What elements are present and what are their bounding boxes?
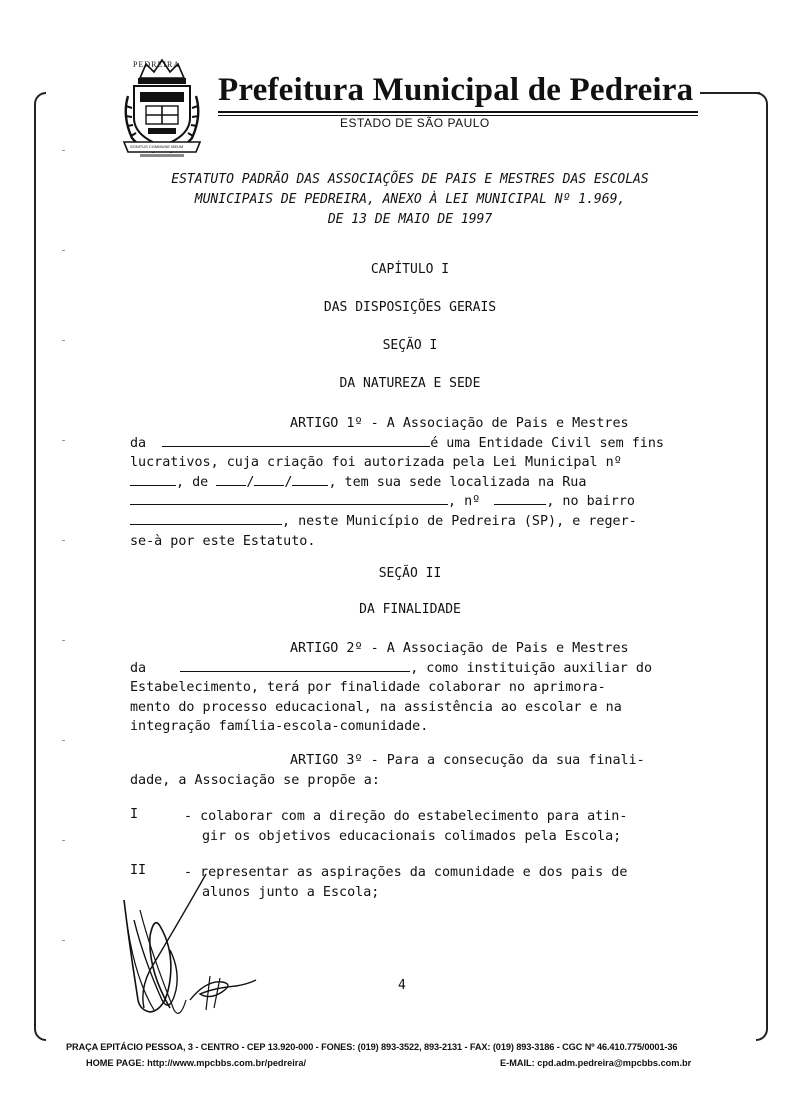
page-number: 4 xyxy=(398,978,406,993)
blank-field xyxy=(130,512,282,525)
article-1-text: , neste Município de Pedreira (SP), e reger- xyxy=(282,513,637,529)
list-item-line: alunos junto a Escola; xyxy=(202,884,380,900)
list-item-number: II xyxy=(130,863,147,878)
margin-mark xyxy=(62,840,65,841)
article-2-line xyxy=(130,659,710,679)
article-1-text: , tem sua sede localizada na Rua xyxy=(328,474,587,490)
blank-field xyxy=(254,473,284,486)
footer-homepage: HOME PAGE: http://www.mpcbbs.com.br/pedreira/ xyxy=(86,1058,307,1068)
chapter-title: DAS DISPOSIÇÕES GERAIS xyxy=(323,300,497,315)
article-1-line xyxy=(130,473,710,493)
title-rule xyxy=(218,111,698,113)
footer-address: PRAÇA EPITÁCIO PESSOA, 3 - CENTRO - CEP 13.920-000 - FONES: (019) 893-3522, 893-2131 - FAX: (019) 893-3186 - CGC Nº 46.410.775/0001-36 xyxy=(66,1042,678,1052)
article-2-line: ARTIGO 2º - A Associação de Pais e Mestres xyxy=(290,641,629,656)
article-1-line: lucrativos, cuja criação foi autorizada pela Lei Municipal nº xyxy=(130,455,622,471)
article-1-text: , nº xyxy=(448,494,481,510)
list-item-number: I xyxy=(130,807,139,822)
state-subtitle: ESTADO DE SÃO PAULO xyxy=(340,116,490,130)
section-heading: SEÇÃO II xyxy=(378,566,442,581)
seal-text-bottom: SONITUS COMMUNE MEUM xyxy=(130,144,184,149)
margin-mark xyxy=(62,540,65,541)
margin-mark xyxy=(62,440,65,441)
article-1-text: da xyxy=(130,435,147,451)
blank-field xyxy=(494,492,546,505)
margin-mark xyxy=(62,340,65,341)
article-1-text: / xyxy=(246,474,255,490)
article-2-line: Estabelecimento, terá por finalidade colaborar no aprimora- xyxy=(130,680,606,696)
blank-field xyxy=(292,473,328,486)
document-title xyxy=(110,170,710,230)
article-1-text: , de xyxy=(176,474,209,490)
handwritten-signature-icon xyxy=(110,860,270,1020)
margin-mark xyxy=(62,150,65,151)
seal-text-top: PEDREIRA xyxy=(133,60,181,69)
blank-field xyxy=(162,434,430,447)
article-2-text: da xyxy=(130,660,147,676)
margin-mark xyxy=(62,740,65,741)
article-1-text: , no bairro xyxy=(546,494,635,510)
list-item-line: gir os objetivos educacionais colimados pela Escola; xyxy=(202,828,622,844)
article-3 xyxy=(130,751,710,790)
margin-mark xyxy=(62,640,65,641)
section-heading: SEÇÃO I xyxy=(382,338,438,353)
article-1 xyxy=(130,414,710,551)
article-1-line: se-à por este Estatuto. xyxy=(130,533,316,549)
article-3-line: ARTIGO 3º - Para a consecução da sua finali- xyxy=(290,753,645,768)
blank-field xyxy=(180,659,410,672)
article-1-line: ARTIGO 1º - A Associação de Pais e Mestres xyxy=(290,416,629,431)
chapter-heading: CAPÍTULO I xyxy=(370,262,450,277)
list-item-line: - colaborar com a direção do estabelecimento para atin- xyxy=(184,809,628,824)
document-title-line: ESTATUTO PADRÃO DAS ASSOCIAÇÕES DE PAIS E MESTRES DAS ESCOLAS xyxy=(171,172,649,187)
article-1-line xyxy=(130,434,710,454)
document-title-line: DE 13 DE MAIO DE 1997 xyxy=(327,212,493,227)
blank-field xyxy=(130,473,176,486)
article-1-text: é uma Entidade Civil sem fins xyxy=(430,435,664,451)
article-1-line xyxy=(130,512,710,532)
list-item-line: - representar as aspirações da comunidade e dos pais de xyxy=(184,865,628,880)
footer-email: E-MAIL: cpd.adm.pedreira@mpcbbs.com.br xyxy=(500,1058,692,1068)
page-title: Prefeitura Municipal de Pedreira xyxy=(218,72,694,108)
article-2 xyxy=(130,639,710,737)
page-frame-right xyxy=(756,92,768,1041)
article-1-text: / xyxy=(284,474,293,490)
section-title: DA FINALIDADE xyxy=(359,602,461,617)
article-2-line: integração família-escola-comunidade. xyxy=(130,719,429,735)
article-3-line: dade, a Associação se propõe a: xyxy=(130,772,380,788)
blank-field xyxy=(216,473,246,486)
list-item-text xyxy=(184,807,627,846)
margin-mark xyxy=(62,940,65,941)
section-title: DA NATUREZA E SEDE xyxy=(339,376,481,391)
article-2-text: , como instituição auxiliar do xyxy=(410,660,653,676)
article-2-line: mento do processo educacional, na assistência ao escolar e na xyxy=(130,699,622,715)
blank-field xyxy=(130,492,448,505)
margin-mark xyxy=(62,250,65,251)
article-1-line xyxy=(130,492,710,512)
page-frame-left xyxy=(34,92,46,1041)
frame-top-line xyxy=(700,92,760,94)
document-title-line: MUNICIPAIS DE PEDREIRA, ANEXO À LEI MUNICIPAL Nº 1.969, xyxy=(194,192,626,207)
